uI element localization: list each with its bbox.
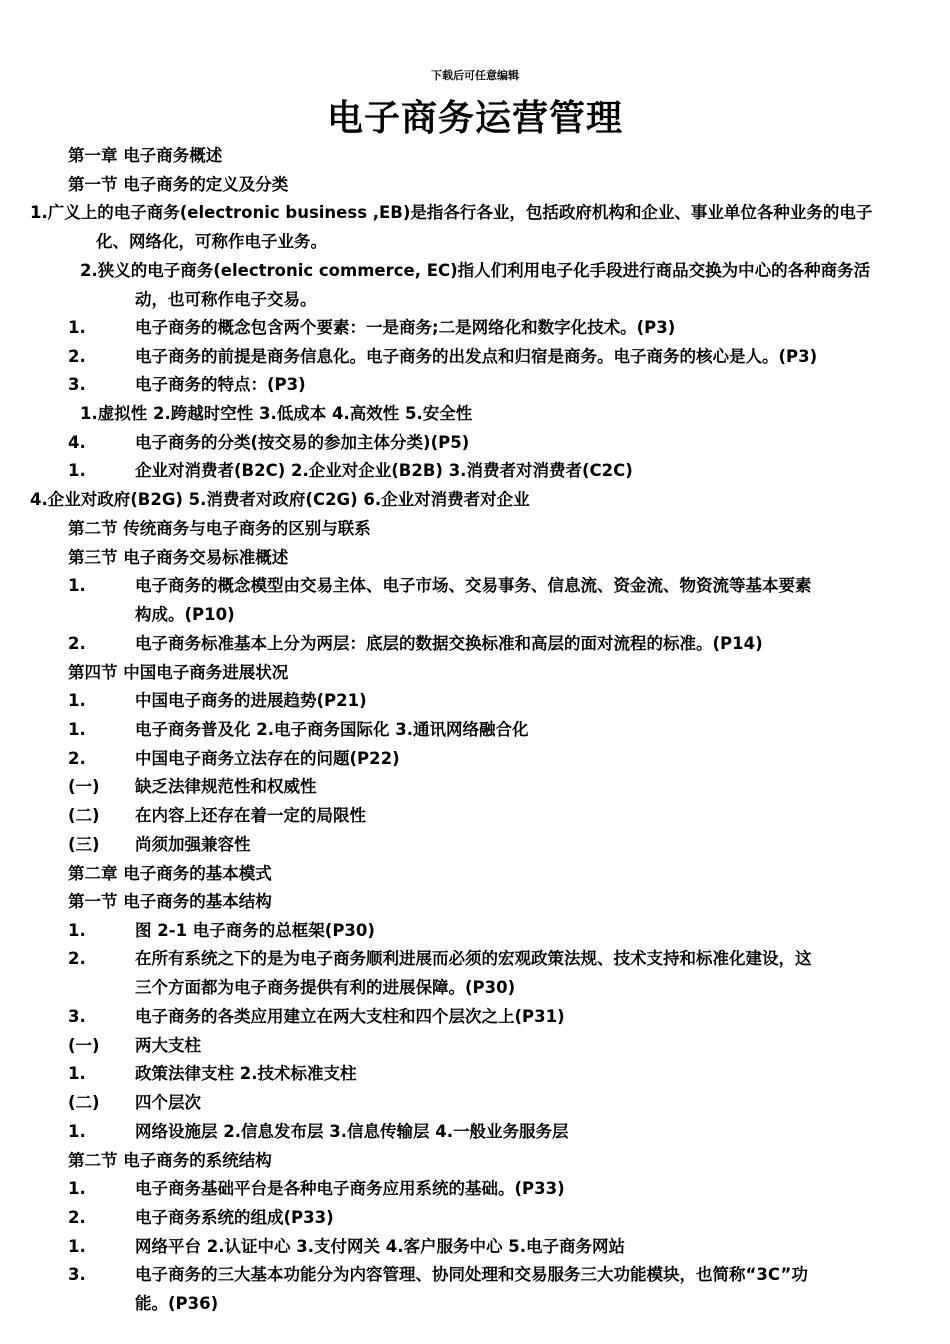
list-item: 尚须加强兼容性 bbox=[135, 835, 251, 854]
list-item: 在所有系统之下的是为电子商务顺利进展而必须的宏观政策法规、技术支持和标准化建设，这 bbox=[135, 949, 812, 968]
list-item: 电子商务标准基本上分为两层：底层的数据交换标准和高层的面对流程的标准。(P14) bbox=[135, 634, 763, 653]
list-number: 2. bbox=[68, 634, 86, 653]
list-number: 2. bbox=[68, 749, 86, 768]
paragraph-line: 4.企业对政府(B2G) 5.消费者对政府(C2G) 6.企业对消费者对企业 bbox=[30, 490, 530, 509]
list-item: 电子商务的特点：(P3) bbox=[135, 375, 306, 394]
list-number: 1. bbox=[68, 921, 86, 940]
section-heading: 第三节 电子商务交易标准概述 bbox=[68, 548, 289, 567]
list-number: 4. bbox=[68, 433, 86, 452]
list-number: 1. bbox=[68, 1122, 86, 1141]
list-item: 四个层次 bbox=[135, 1093, 201, 1112]
list-item: 电子商务的概念包含两个要素：一是商务;二是网络化和数字化技术。(P3) bbox=[135, 318, 676, 337]
list-number: (二) bbox=[68, 1093, 100, 1112]
list-number: 1. bbox=[68, 1064, 86, 1083]
list-item-continued: 构成。(P10) bbox=[135, 605, 235, 624]
list-number: 1. bbox=[68, 461, 86, 480]
paragraph-line: 化、网络化，可称作电子业务。 bbox=[96, 232, 327, 251]
list-item: 电子商务普及化 2.电子商务国际化 3.通讯网络融合化 bbox=[135, 720, 529, 739]
section-heading: 第二节 电子商务的系统结构 bbox=[68, 1151, 272, 1170]
list-number: 1. bbox=[68, 318, 86, 337]
list-number: 2. bbox=[68, 949, 86, 968]
list-item-continued: 能。(P36) bbox=[135, 1294, 219, 1313]
list-item: 电子商务的分类(按交易的参加主体分类)(P5) bbox=[135, 433, 470, 452]
list-number: 3. bbox=[68, 1265, 86, 1284]
section-heading: 第一节 电子商务的定义及分类 bbox=[68, 175, 289, 194]
paragraph-line: 2.狭义的电子商务(electronic commerce, EC)指人们利用电子化手段进行商品交换为中心的各种商务活 bbox=[80, 261, 871, 280]
paragraph-line: 1.虚拟性 2.跨越时空性 3.低成本 4.高效性 5.安全性 bbox=[80, 404, 473, 423]
list-number: 1. bbox=[68, 576, 86, 595]
document-title: 电子商务运营管理 bbox=[326, 98, 623, 139]
paragraph-line: 1.广义上的电子商务(electronic business ,EB)是指各行各业，包括政府机构和企业、事业单位各种业务的电子 bbox=[30, 203, 873, 222]
list-number: (一) bbox=[68, 1036, 100, 1055]
section-heading: 第一节 电子商务的基本结构 bbox=[68, 892, 272, 911]
list-item-continued: 三个方面都为电子商务提供有利的进展保障。(P30) bbox=[135, 978, 516, 997]
paragraph-line: 动，也可称作电子交易。 bbox=[135, 290, 317, 309]
list-number: 1. bbox=[68, 691, 86, 710]
list-number: 1. bbox=[68, 1237, 86, 1256]
list-item: 两大支柱 bbox=[135, 1036, 201, 1055]
list-item: 电子商务的各类应用建立在两大支柱和四个层次之上(P31) bbox=[135, 1007, 565, 1026]
list-number: (二) bbox=[68, 806, 100, 825]
list-item: 网络平台 2.认证中心 3.支付网关 4.客户服务中心 5.电子商务网站 bbox=[135, 1237, 625, 1256]
header-note: 下载后可任意编辑 bbox=[431, 69, 519, 82]
list-number: 3. bbox=[68, 1007, 86, 1026]
chapter-heading: 第二章 电子商务的基本模式 bbox=[68, 864, 272, 883]
list-item: 电子商务系统的组成(P33) bbox=[135, 1208, 334, 1227]
list-item: 电子商务的前提是商务信息化。电子商务的出发点和归宿是商务。电子商务的核心是人。(P3) bbox=[135, 347, 818, 366]
chapter-heading: 第一章 电子商务概述 bbox=[68, 146, 223, 165]
list-number: (一) bbox=[68, 777, 100, 796]
list-number: 2. bbox=[68, 1208, 86, 1227]
list-item: 中国电子商务的进展趋势(P21) bbox=[135, 691, 367, 710]
list-item: 中国电子商务立法存在的问题(P22) bbox=[135, 749, 400, 768]
list-number: 1. bbox=[68, 1179, 86, 1198]
list-number: 1. bbox=[68, 720, 86, 739]
list-item: 电子商务基础平台是各种电子商务应用系统的基础。(P33) bbox=[135, 1179, 565, 1198]
list-item: 企业对消费者(B2C) 2.企业对企业(B2B) 3.消费者对消费者(C2C) bbox=[135, 461, 633, 480]
list-item: 政策法律支柱 2.技术标准支柱 bbox=[135, 1064, 357, 1083]
list-number: 3. bbox=[68, 375, 86, 394]
list-item: 在内容上还存在着一定的局限性 bbox=[135, 806, 366, 825]
list-item: 图 2-1 电子商务的总框架(P30) bbox=[135, 921, 375, 940]
list-item: 网络设施层 2.信息发布层 3.信息传输层 4.一般业务服务层 bbox=[135, 1122, 569, 1141]
section-heading: 第二节 传统商务与电子商务的区别与联系 bbox=[68, 519, 371, 538]
list-item: 缺乏法律规范性和权威性 bbox=[135, 777, 317, 796]
list-item: 电子商务的概念模型由交易主体、电子市场、交易事务、信息流、资金流、物资流等基本要素 bbox=[135, 576, 812, 595]
section-heading: 第四节 中国电子商务进展状况 bbox=[68, 663, 289, 682]
list-number: (三) bbox=[68, 835, 100, 854]
list-item: 电子商务的三大基本功能分为内容管理、协同处理和交易服务三大功能模块，也简称“3C”功 bbox=[135, 1265, 808, 1284]
list-number: 2. bbox=[68, 347, 86, 366]
